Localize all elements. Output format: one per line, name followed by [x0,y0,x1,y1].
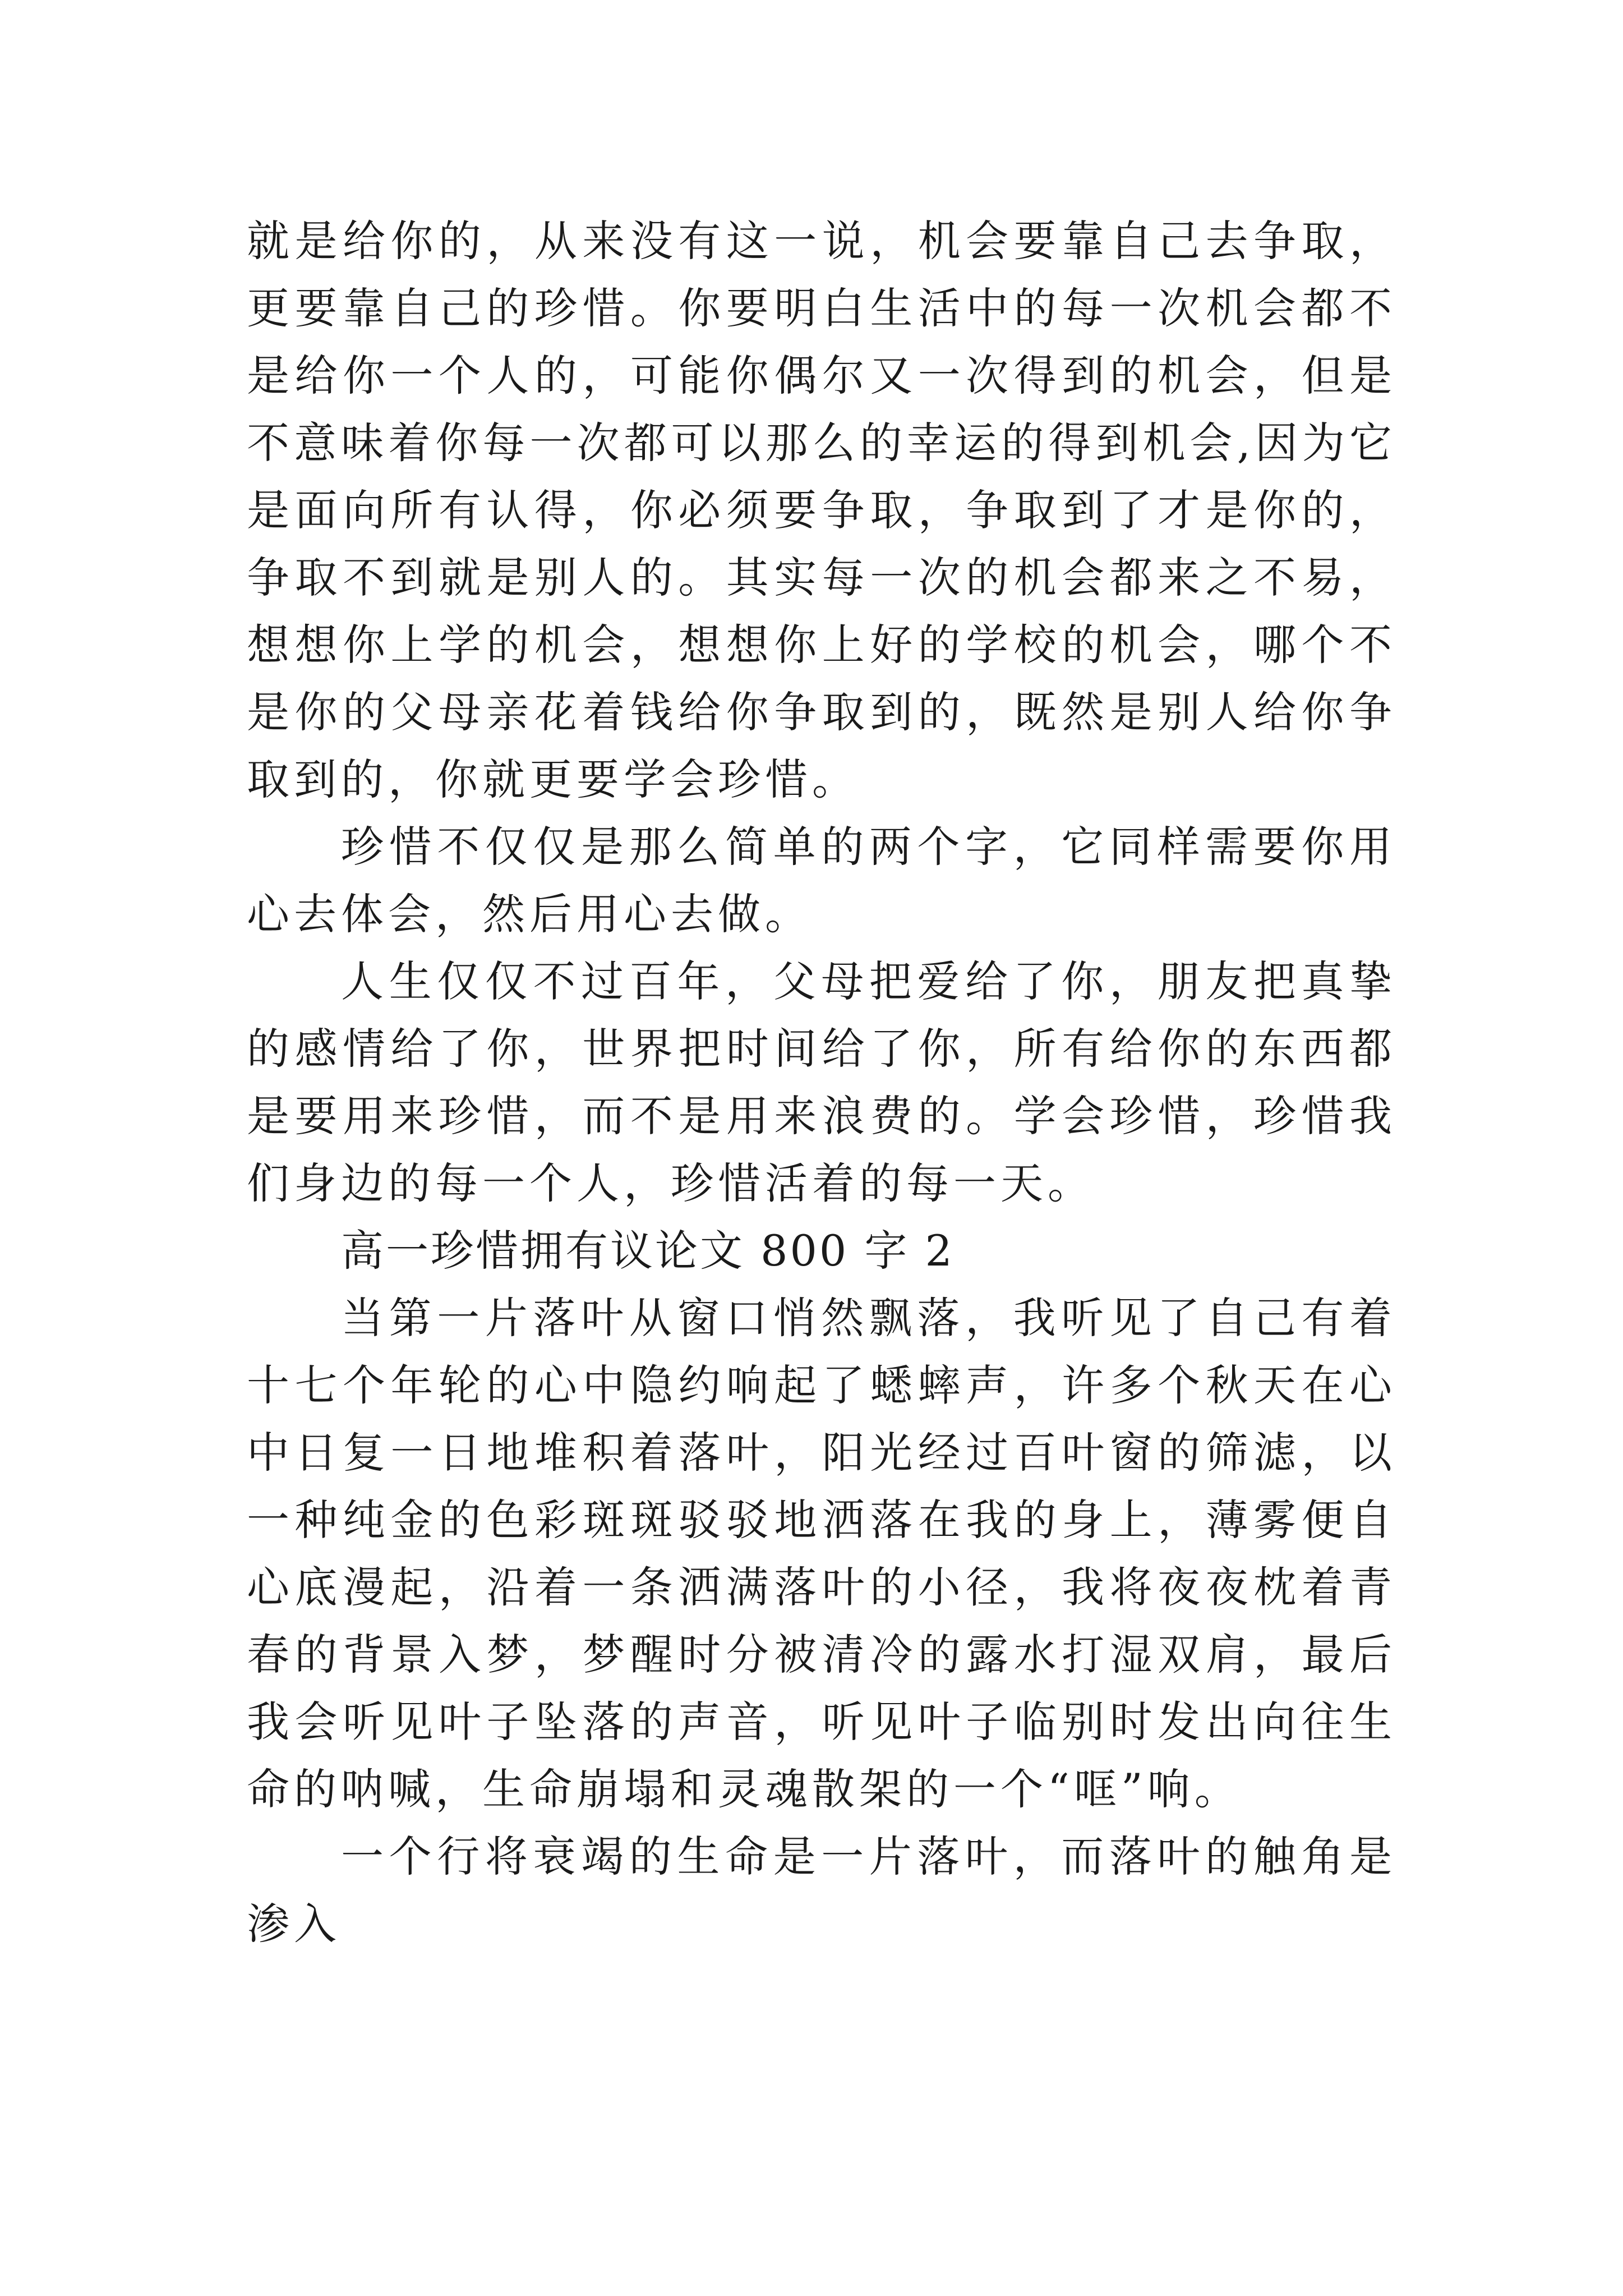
document-body [247,208,1396,1958]
paragraph-cherish-meaning: 珍惜不仅仅是那么简单的两个字，它同样需要你用心去体会，然后用心去做。 [247,822,1396,939]
essay-heading: 高一珍惜拥有议论文 800 字 2 [341,1226,955,1276]
paragraph-opportunity: 就是给你的，从来没有这一说，机会要靠自己去争取，更要靠自己的珍惜。你要明白生活中的每一次机会都不是给你一个人的，可能你偶尔又一次得到的机会，但是不意味着你每一次都可以那么的幸运的得到机会,因为它是面向所有认得，你必须要争取，争取到了才是你的，争取不到就是别人的。其实每一次的机会都来之不易，想想你上学的机会，想想你上好的学校的机会，哪个不是你的父母亲花着钱给你争取到的，既然是别人给你争取到的，你就更要学会珍惜。 [247,216,1396,804]
paragraph-fading-life: 一个行将衰竭的生命是一片落叶，而落叶的触角是渗入 [247,1832,1396,1949]
paragraph-life-century: 人生仅仅不过百年，父母把爱给了你，朋友把真挚的感情给了你，世界把时间给了你，所有给你的东西都是要用来珍惜，而不是用来浪费的。学会珍惜，珍惜我们身边的每一个人，珍惜活着的每一天。 [247,956,1396,1208]
paragraph-falling-leaf: 当第一片落叶从窗口悄然飘落，我听见了自己有着十七个年轮的心中隐约响起了蟋蟀声，许多个秋天在心中日复一日地堆积着落叶，阳光经过百叶窗的筛滤，以一种纯金的色彩斑斑驳驳地洒落在我的身上，薄雾便自心底漫起，沿着一条洒满落叶的小径，我将夜夜枕着青春的背景入梦，梦醒时分被清冷的露水打湿双肩，最后我会听见叶子坠落的声音，听见叶子临别时发出向往生命的呐喊，生命崩塌和灵魂散架的一个“哐”响。 [247,1293,1396,1814]
